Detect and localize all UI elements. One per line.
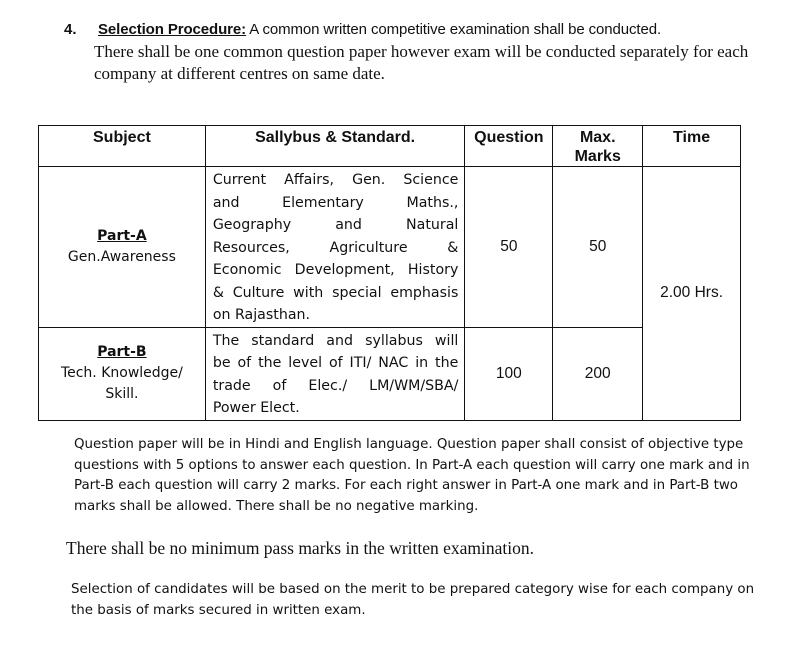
max-marks-part-b: 200 bbox=[553, 327, 643, 420]
syllabus-line: Resources, Agriculture & bbox=[212, 239, 459, 256]
exam-scheme-table bbox=[38, 125, 741, 421]
max-marks-part-a: 50 bbox=[553, 167, 643, 328]
question-count-part-b: 100 bbox=[465, 327, 553, 420]
subject-name: Gen.Awareness bbox=[67, 248, 176, 265]
header-max-marks-line2: Marks bbox=[574, 148, 621, 165]
table-header-row bbox=[39, 126, 741, 167]
section-number: 4. bbox=[64, 21, 77, 38]
selection-basis-paragraph: Selection of candidates will be based on the merit to be prepared category wise for each company on the basis of marks secured in written exam. bbox=[71, 582, 755, 618]
syllabus-line: Economic Development, History bbox=[212, 262, 459, 278]
section-intro-line bbox=[98, 19, 764, 41]
syllabus-cell-part-b bbox=[205, 327, 465, 420]
time-cell: 2.00 Hrs. bbox=[643, 167, 741, 421]
subject-name-line2: Skill. bbox=[105, 386, 139, 402]
header-question: Question bbox=[465, 126, 553, 167]
selection-procedure-section bbox=[64, 19, 764, 85]
header-max-marks bbox=[553, 126, 643, 167]
section-body-text: There shall be one common question paper however exam will be conducted separately for each company at different centres on same date. bbox=[94, 42, 749, 83]
subject-cell-part-a bbox=[39, 167, 206, 328]
table-row bbox=[39, 327, 741, 420]
section-intro-text: A common written competitive examination shall be conducted. bbox=[249, 21, 662, 38]
syllabus-line: trade of Elec./ LM/WM/SBA/ bbox=[212, 377, 459, 394]
syllabus-line: Current Affairs, Gen. Science bbox=[212, 172, 459, 188]
syllabus-line: & Culture with special emphasis bbox=[212, 284, 459, 301]
section-title: Selection Procedure: bbox=[98, 21, 247, 38]
question-paper-paragraph: Question paper will be in Hindi and English language. Question paper shall consist of objective type questions with 5 options to answer each question. In Part-A each question will carry one mark and in Part-B each question will carry 2 marks. For each right answer in Part-A one mark and in Part-B two marks shall be allowed. There shall be no negative marking. bbox=[74, 437, 750, 514]
part-label: Part-A bbox=[97, 227, 147, 244]
syllabus-cell-part-a bbox=[205, 167, 465, 328]
syllabus-line: The standard and syllabus will bbox=[212, 332, 459, 349]
header-time: Time bbox=[643, 126, 741, 167]
header-syllabus: Sallybus & Standard. bbox=[205, 126, 465, 167]
syllabus-line: and Elementary Maths., bbox=[212, 194, 459, 211]
syllabus-line: Geography and Natural bbox=[212, 217, 459, 233]
header-max-marks-line1: Max. bbox=[579, 129, 616, 146]
table-row bbox=[39, 167, 741, 328]
subject-name-line1: Tech. Knowledge/ bbox=[60, 365, 183, 381]
header-subject: Subject bbox=[39, 126, 206, 167]
question-count-part-a: 50 bbox=[465, 167, 553, 328]
syllabus-line: be of the level of ITI/ NAC in the bbox=[212, 355, 459, 371]
no-minimum-marks-paragraph: There shall be no minimum pass marks in the written examination. bbox=[66, 538, 535, 558]
syllabus-line: Power Elect. bbox=[212, 400, 300, 416]
part-label: Part-B bbox=[97, 344, 147, 360]
syllabus-line: on Rajasthan. bbox=[212, 307, 311, 323]
subject-cell-part-b bbox=[39, 327, 206, 420]
